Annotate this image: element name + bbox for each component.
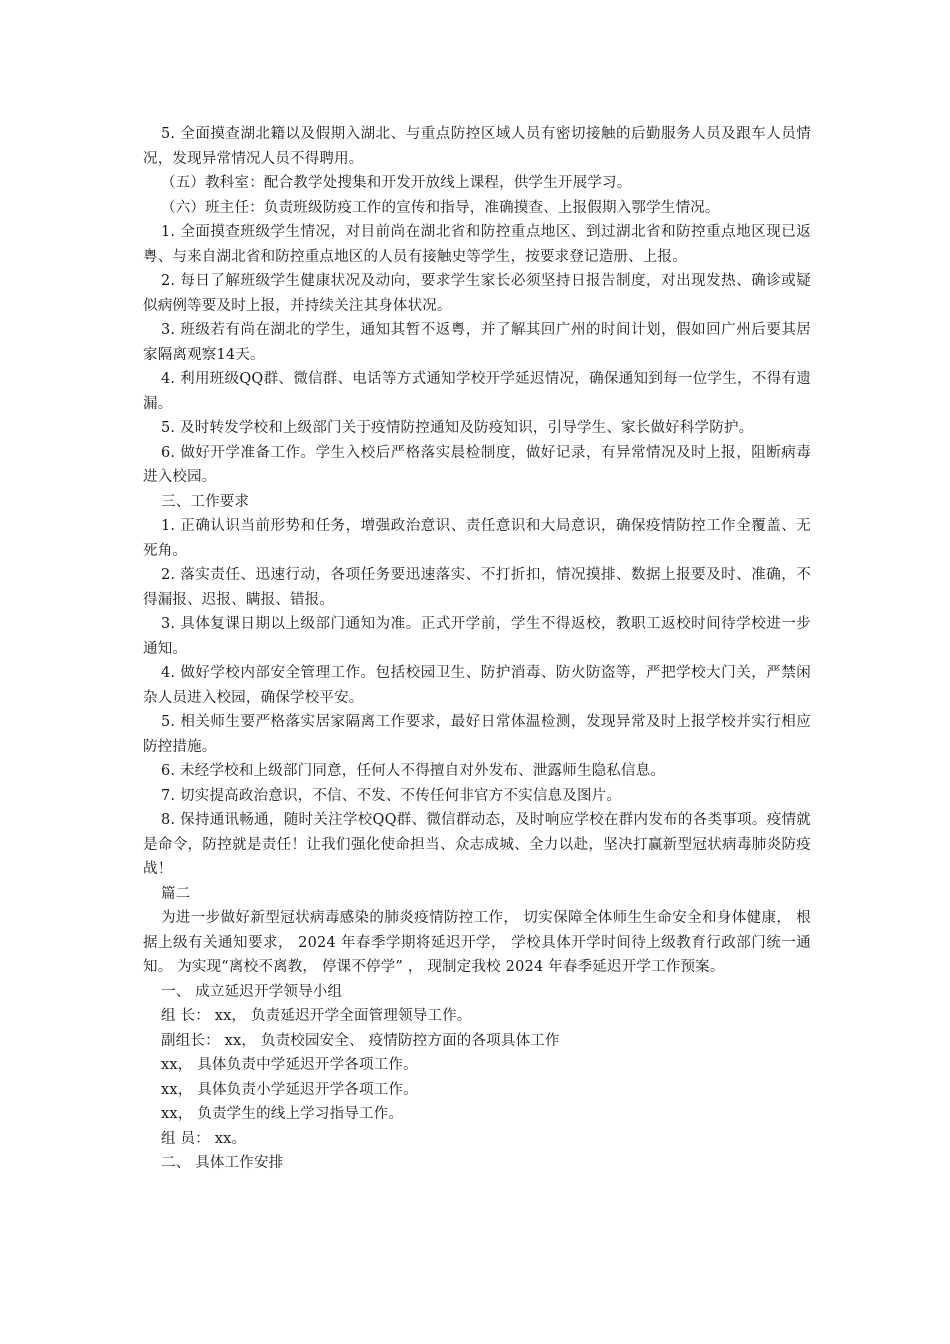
paragraph-22: 组 长： xx， 负责延迟开学全面管理领导工作。	[161, 1008, 472, 1024]
paragraph-25: xx， 具体负责小学延迟开学各项工作。	[161, 1081, 418, 1098]
paragraph-14: 4. 做好学校内部安全管理工作。包括校园卫生、防护消毒、防火防盗等，严把学校大门关，严禁闲杂人员进入校园，确保学校平安。	[143, 665, 811, 706]
document-page	[143, 122, 811, 1176]
paragraph-24: xx， 具体负责中学延迟开学各项工作。	[161, 1057, 418, 1073]
paragraph-11: 1. 正确认识当前形势和任务，增强政治意识、责任意识和大局意识，确保疫情防控工作全覆盖、无死角。	[143, 518, 811, 559]
paragraph-17: 7. 切实提高政治意识，不信、不发、不传任何非官方不实信息及图片。	[161, 787, 622, 804]
paragraph-15: 5. 相关师生要严格落实居家隔离工作要求，最好日常体温检测，发现异常及时上报学校并实行相应防控措施。	[143, 714, 811, 755]
paragraph-6: 3. 班级若有尚在湖北的学生，通知其暂不返粤，并了解其回广州的时间计划，假如回广州后要其居家隔离观察14天。	[143, 322, 811, 363]
paragraph-4: 1. 全面摸查班级学生情况，对目前尚在湖北省和防控重点地区、到过湖北省和防控重点地区现已返粤、与来自湖北省和防控重点地区的人员有接触史等学生，按要求登记造册、上报。	[143, 224, 811, 265]
paragraph-16: 6. 未经学校和上级部门同意，任何人不得擅自对外发布、泄露师生隐私信息。	[161, 763, 666, 779]
paragraph-8: 5. 及时转发学校和上级部门关于疫情防控通知及防疫知识，引导学生、家长做好科学防护。	[161, 420, 754, 436]
paragraph-9: 6. 做好开学准备工作。学生入校后严格落实晨检制度，做好记录，有异常情况及时上报，阻断病毒进入校园。	[143, 444, 811, 485]
paragraph-13: 3. 具体复课日期以上级部门通知为准。正式开学前，学生不得返校，教职工返校时间待学校进一步通知。	[143, 616, 811, 657]
section-heading-requirements: 三、工作要求	[161, 493, 250, 510]
paragraph-2: （五）教科室：配合教学处搜集和开发开放线上课程，供学生开展学习。	[161, 175, 632, 191]
section-heading-part-two: 篇二	[161, 885, 191, 902]
paragraph-12: 2. 落实责任、迅速行动，各项任务要迅速落实、不打折扣，情况摸排、数据上报要及时、准确，不得漏报、迟报、瞒报、错报。	[143, 567, 811, 608]
paragraph-3: （六）班主任：负责班级防疫工作的宣传和指导，准确摸查、上报假期入鄂学生情况。	[161, 199, 720, 216]
paragraph-5: 2. 每日了解班级学生健康状况及动向，要求学生家长必须坚持日报告制度，对出现发热、确诊或疑似病例等要及时上报，并持续关注其身体状况。	[143, 273, 811, 314]
section-heading-leadership: 一、 成立延迟开学领导小组	[161, 983, 343, 1000]
paragraph-18: 8. 保持通讯畅通，随时关注学校QQ群、微信群动态，及时响应学校在群内发布的各类事项。疫情就是命令，防控就是责任！让我们强化使命担当、众志成城、全力以赴，坚决打赢新型冠状病毒肺炎防疫战！	[143, 812, 811, 877]
paragraph-26: xx， 负责学生的线上学习指导工作。	[161, 1106, 404, 1122]
paragraph-27: 组 员： xx。	[161, 1130, 247, 1147]
paragraph-1: 5. 全面摸查湖北籍以及假期入湖北、与重点防控区域人员有密切接触的后勤服务人员及跟车人员情况，发现异常情况人员不得聘用。	[143, 126, 811, 167]
paragraph-23: 副组长： xx， 负责校园安全、 疫情防控方面的各项具体工作	[161, 1032, 560, 1049]
section-heading-arrangements: 二、 具体工作安排	[161, 1155, 284, 1171]
paragraph-7: 4. 利用班级QQ群、微信群、电话等方式通知学校开学延迟情况，确保通知到每一位学生，不得有遗漏。	[143, 371, 811, 412]
paragraph-20: 为进一步做好新型冠状病毒感染的肺炎疫情防控工作， 切实保障全体师生生命安全和身体健康， 根据上级有关通知要求， 2024 年春季学期将延迟开学， 学校具体开学时间待上级教育行政部门统一通知。 为实现“离校不离教， 停课不停学” ， 现制定我校 2024 年春季延迟开学工作预案。	[143, 910, 811, 975]
